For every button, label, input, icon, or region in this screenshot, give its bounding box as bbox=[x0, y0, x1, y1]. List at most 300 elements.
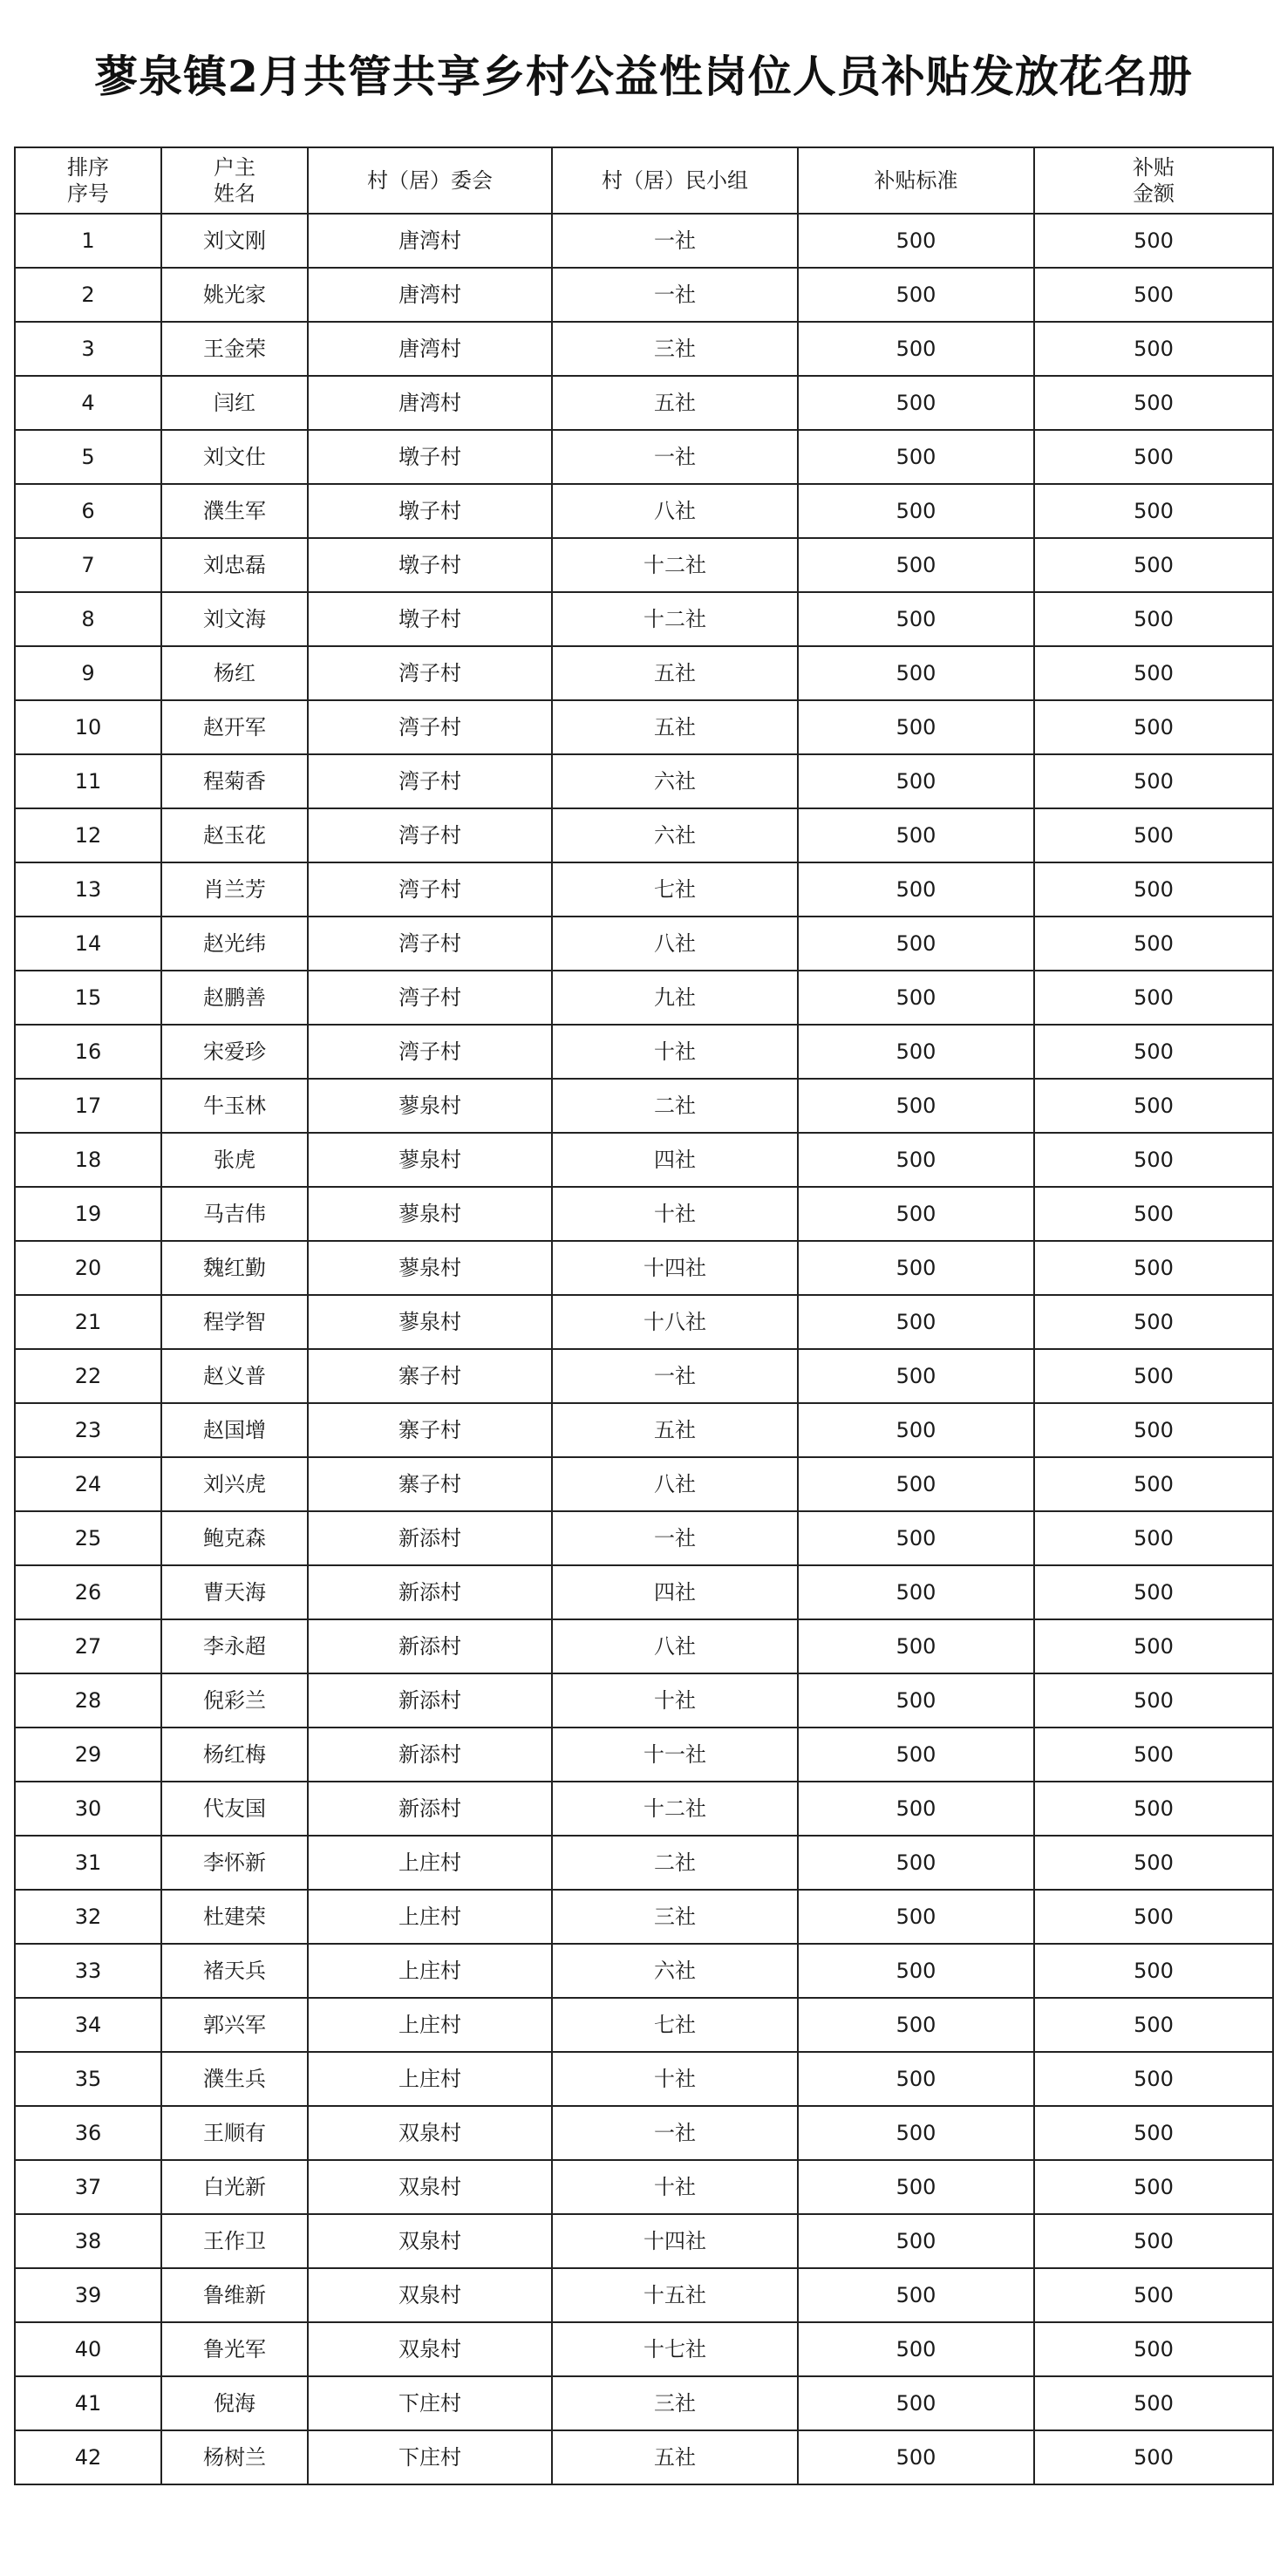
cell-seq: 25 bbox=[15, 1511, 161, 1565]
cell-standard: 500 bbox=[798, 1619, 1034, 1673]
cell-village: 墩子村 bbox=[308, 430, 552, 484]
cell-standard: 500 bbox=[798, 1998, 1034, 2052]
cell-name: 程学智 bbox=[161, 1295, 308, 1349]
cell-seq: 17 bbox=[15, 1079, 161, 1133]
cell-standard: 500 bbox=[798, 1025, 1034, 1079]
cell-standard: 500 bbox=[798, 917, 1034, 971]
cell-seq: 24 bbox=[15, 1457, 161, 1511]
cell-group: 三社 bbox=[552, 322, 798, 376]
cell-village: 新添村 bbox=[308, 1782, 552, 1836]
cell-group: 十八社 bbox=[552, 1295, 798, 1349]
table-row bbox=[15, 1079, 1273, 1133]
cell-group: 十五社 bbox=[552, 2268, 798, 2322]
cell-standard: 500 bbox=[798, 376, 1034, 430]
cell-seq: 30 bbox=[15, 1782, 161, 1836]
cell-group: 六社 bbox=[552, 754, 798, 808]
cell-village: 蓼泉村 bbox=[308, 1187, 552, 1241]
cell-group: 十四社 bbox=[552, 2214, 798, 2268]
cell-standard: 500 bbox=[798, 268, 1034, 322]
header-group: 村（居）民小组 bbox=[552, 147, 798, 214]
cell-seq: 27 bbox=[15, 1619, 161, 1673]
table-row bbox=[15, 376, 1273, 430]
cell-name: 杨红 bbox=[161, 646, 308, 700]
cell-village: 唐湾村 bbox=[308, 214, 552, 268]
cell-amount: 500 bbox=[1034, 2322, 1273, 2376]
cell-name: 鲁维新 bbox=[161, 2268, 308, 2322]
cell-amount: 500 bbox=[1034, 1187, 1273, 1241]
cell-standard: 500 bbox=[798, 1890, 1034, 1944]
cell-amount: 500 bbox=[1034, 268, 1273, 322]
cell-village: 双泉村 bbox=[308, 2106, 552, 2160]
cell-seq: 37 bbox=[15, 2160, 161, 2214]
cell-name: 刘文仕 bbox=[161, 430, 308, 484]
cell-name: 王顺有 bbox=[161, 2106, 308, 2160]
cell-standard: 500 bbox=[798, 592, 1034, 646]
cell-village: 双泉村 bbox=[308, 2160, 552, 2214]
cell-group: 五社 bbox=[552, 376, 798, 430]
cell-standard: 500 bbox=[798, 538, 1034, 592]
table-row bbox=[15, 1998, 1273, 2052]
cell-village: 寨子村 bbox=[308, 1457, 552, 1511]
cell-group: 五社 bbox=[552, 646, 798, 700]
cell-village: 湾子村 bbox=[308, 646, 552, 700]
table-row bbox=[15, 1025, 1273, 1079]
cell-group: 一社 bbox=[552, 1511, 798, 1565]
cell-seq: 15 bbox=[15, 971, 161, 1025]
cell-amount: 500 bbox=[1034, 862, 1273, 917]
cell-village: 下庄村 bbox=[308, 2430, 552, 2484]
cell-standard: 500 bbox=[798, 1295, 1034, 1349]
table-row bbox=[15, 1241, 1273, 1295]
cell-group: 一社 bbox=[552, 430, 798, 484]
cell-seq: 26 bbox=[15, 1565, 161, 1619]
cell-village: 蓼泉村 bbox=[308, 1133, 552, 1187]
table-row bbox=[15, 2322, 1273, 2376]
cell-name: 杨红梅 bbox=[161, 1728, 308, 1782]
cell-group: 八社 bbox=[552, 484, 798, 538]
cell-standard: 500 bbox=[798, 484, 1034, 538]
table-row bbox=[15, 2376, 1273, 2430]
cell-seq: 4 bbox=[15, 376, 161, 430]
cell-amount: 500 bbox=[1034, 1457, 1273, 1511]
cell-group: 十二社 bbox=[552, 592, 798, 646]
table-row bbox=[15, 1782, 1273, 1836]
cell-amount: 500 bbox=[1034, 1295, 1273, 1349]
cell-village: 唐湾村 bbox=[308, 322, 552, 376]
cell-seq: 31 bbox=[15, 1836, 161, 1890]
cell-standard: 500 bbox=[798, 1944, 1034, 1998]
cell-village: 湾子村 bbox=[308, 808, 552, 862]
table-row bbox=[15, 754, 1273, 808]
cell-name: 魏红勤 bbox=[161, 1241, 308, 1295]
table-row bbox=[15, 1133, 1273, 1187]
cell-standard: 500 bbox=[798, 2268, 1034, 2322]
cell-village: 双泉村 bbox=[308, 2268, 552, 2322]
cell-name: 曹天海 bbox=[161, 1565, 308, 1619]
cell-standard: 500 bbox=[798, 1133, 1034, 1187]
cell-name: 杜建荣 bbox=[161, 1890, 308, 1944]
cell-village: 寨子村 bbox=[308, 1349, 552, 1403]
cell-seq: 40 bbox=[15, 2322, 161, 2376]
table-row bbox=[15, 592, 1273, 646]
cell-name: 刘文刚 bbox=[161, 214, 308, 268]
cell-seq: 35 bbox=[15, 2052, 161, 2106]
cell-group: 十社 bbox=[552, 1187, 798, 1241]
cell-seq: 28 bbox=[15, 1673, 161, 1728]
table-row bbox=[15, 862, 1273, 917]
table-row bbox=[15, 430, 1273, 484]
cell-village: 新添村 bbox=[308, 1728, 552, 1782]
cell-seq: 34 bbox=[15, 1998, 161, 2052]
table-row bbox=[15, 1403, 1273, 1457]
cell-village: 唐湾村 bbox=[308, 376, 552, 430]
table-row bbox=[15, 214, 1273, 268]
cell-group: 一社 bbox=[552, 268, 798, 322]
cell-village: 上庄村 bbox=[308, 1944, 552, 1998]
cell-name: 赵国增 bbox=[161, 1403, 308, 1457]
cell-group: 八社 bbox=[552, 1457, 798, 1511]
cell-seq: 12 bbox=[15, 808, 161, 862]
cell-standard: 500 bbox=[798, 646, 1034, 700]
cell-standard: 500 bbox=[798, 2430, 1034, 2484]
cell-seq: 36 bbox=[15, 2106, 161, 2160]
header-name: 户主 姓名 bbox=[161, 147, 308, 214]
table-row bbox=[15, 2160, 1273, 2214]
cell-amount: 500 bbox=[1034, 376, 1273, 430]
cell-name: 鲍克森 bbox=[161, 1511, 308, 1565]
cell-standard: 500 bbox=[798, 1511, 1034, 1565]
cell-name: 马吉伟 bbox=[161, 1187, 308, 1241]
cell-standard: 500 bbox=[798, 700, 1034, 754]
cell-group: 十二社 bbox=[552, 538, 798, 592]
cell-seq: 38 bbox=[15, 2214, 161, 2268]
cell-amount: 500 bbox=[1034, 484, 1273, 538]
cell-amount: 500 bbox=[1034, 917, 1273, 971]
cell-standard: 500 bbox=[798, 1403, 1034, 1457]
cell-group: 五社 bbox=[552, 1403, 798, 1457]
cell-village: 湾子村 bbox=[308, 971, 552, 1025]
cell-name: 李怀新 bbox=[161, 1836, 308, 1890]
cell-village: 墩子村 bbox=[308, 592, 552, 646]
table-row bbox=[15, 1187, 1273, 1241]
cell-group: 三社 bbox=[552, 1890, 798, 1944]
cell-village: 双泉村 bbox=[308, 2322, 552, 2376]
cell-seq: 33 bbox=[15, 1944, 161, 1998]
cell-standard: 500 bbox=[798, 1673, 1034, 1728]
cell-village: 湾子村 bbox=[308, 754, 552, 808]
cell-seq: 32 bbox=[15, 1890, 161, 1944]
cell-standard: 500 bbox=[798, 1187, 1034, 1241]
cell-amount: 500 bbox=[1034, 214, 1273, 268]
cell-name: 郭兴军 bbox=[161, 1998, 308, 2052]
cell-seq: 10 bbox=[15, 700, 161, 754]
cell-name: 赵开军 bbox=[161, 700, 308, 754]
cell-amount: 500 bbox=[1034, 1565, 1273, 1619]
cell-group: 一社 bbox=[552, 1349, 798, 1403]
header-seq: 排序 序号 bbox=[15, 147, 161, 214]
cell-village: 新添村 bbox=[308, 1565, 552, 1619]
cell-name: 刘忠磊 bbox=[161, 538, 308, 592]
table-row bbox=[15, 971, 1273, 1025]
cell-amount: 500 bbox=[1034, 1890, 1273, 1944]
cell-name: 刘兴虎 bbox=[161, 1457, 308, 1511]
table-row bbox=[15, 917, 1273, 971]
cell-seq: 41 bbox=[15, 2376, 161, 2430]
cell-standard: 500 bbox=[798, 1457, 1034, 1511]
cell-amount: 500 bbox=[1034, 1782, 1273, 1836]
cell-seq: 22 bbox=[15, 1349, 161, 1403]
cell-seq: 7 bbox=[15, 538, 161, 592]
cell-name: 闫红 bbox=[161, 376, 308, 430]
cell-amount: 500 bbox=[1034, 646, 1273, 700]
cell-group: 十社 bbox=[552, 1025, 798, 1079]
cell-group: 十社 bbox=[552, 2160, 798, 2214]
cell-village: 湾子村 bbox=[308, 700, 552, 754]
cell-name: 赵鹏善 bbox=[161, 971, 308, 1025]
cell-amount: 500 bbox=[1034, 322, 1273, 376]
cell-seq: 14 bbox=[15, 917, 161, 971]
table-row bbox=[15, 322, 1273, 376]
cell-amount: 500 bbox=[1034, 1728, 1273, 1782]
cell-group: 五社 bbox=[552, 2430, 798, 2484]
cell-standard: 500 bbox=[798, 322, 1034, 376]
cell-village: 湾子村 bbox=[308, 917, 552, 971]
cell-village: 湾子村 bbox=[308, 1025, 552, 1079]
cell-village: 墩子村 bbox=[308, 484, 552, 538]
cell-village: 新添村 bbox=[308, 1673, 552, 1728]
table-row bbox=[15, 484, 1273, 538]
cell-village: 唐湾村 bbox=[308, 268, 552, 322]
cell-village: 上庄村 bbox=[308, 2052, 552, 2106]
cell-name: 姚光家 bbox=[161, 268, 308, 322]
cell-group: 二社 bbox=[552, 1836, 798, 1890]
cell-group: 七社 bbox=[552, 862, 798, 917]
cell-group: 三社 bbox=[552, 2376, 798, 2430]
cell-amount: 500 bbox=[1034, 2376, 1273, 2430]
cell-seq: 13 bbox=[15, 862, 161, 917]
cell-seq: 6 bbox=[15, 484, 161, 538]
cell-seq: 16 bbox=[15, 1025, 161, 1079]
cell-village: 蓼泉村 bbox=[308, 1295, 552, 1349]
cell-standard: 500 bbox=[798, 1836, 1034, 1890]
cell-standard: 500 bbox=[798, 808, 1034, 862]
cell-village: 双泉村 bbox=[308, 2214, 552, 2268]
cell-name: 白光新 bbox=[161, 2160, 308, 2214]
cell-standard: 500 bbox=[798, 214, 1034, 268]
subsidy-roster-table bbox=[14, 147, 1274, 2485]
cell-village: 蓼泉村 bbox=[308, 1079, 552, 1133]
cell-group: 十二社 bbox=[552, 1782, 798, 1836]
cell-group: 六社 bbox=[552, 1944, 798, 1998]
table-row bbox=[15, 1619, 1273, 1673]
cell-village: 下庄村 bbox=[308, 2376, 552, 2430]
cell-standard: 500 bbox=[798, 2214, 1034, 2268]
table-row bbox=[15, 2106, 1273, 2160]
cell-amount: 500 bbox=[1034, 1349, 1273, 1403]
cell-name: 赵玉花 bbox=[161, 808, 308, 862]
cell-amount: 500 bbox=[1034, 430, 1273, 484]
cell-name: 宋爱珍 bbox=[161, 1025, 308, 1079]
cell-seq: 29 bbox=[15, 1728, 161, 1782]
cell-name: 代友国 bbox=[161, 1782, 308, 1836]
cell-standard: 500 bbox=[798, 2106, 1034, 2160]
header-standard: 补贴标准 bbox=[798, 147, 1034, 214]
cell-seq: 39 bbox=[15, 2268, 161, 2322]
cell-seq: 5 bbox=[15, 430, 161, 484]
cell-name: 程菊香 bbox=[161, 754, 308, 808]
table-row bbox=[15, 1728, 1273, 1782]
cell-standard: 500 bbox=[798, 2160, 1034, 2214]
cell-name: 王作卫 bbox=[161, 2214, 308, 2268]
cell-village: 上庄村 bbox=[308, 1998, 552, 2052]
cell-amount: 500 bbox=[1034, 2160, 1273, 2214]
cell-standard: 500 bbox=[798, 430, 1034, 484]
table-row bbox=[15, 646, 1273, 700]
cell-amount: 500 bbox=[1034, 592, 1273, 646]
table-row bbox=[15, 1944, 1273, 1998]
cell-name: 倪彩兰 bbox=[161, 1673, 308, 1728]
cell-seq: 9 bbox=[15, 646, 161, 700]
cell-seq: 23 bbox=[15, 1403, 161, 1457]
cell-village: 蓼泉村 bbox=[308, 1241, 552, 1295]
cell-amount: 500 bbox=[1034, 538, 1273, 592]
cell-group: 八社 bbox=[552, 917, 798, 971]
cell-village: 新添村 bbox=[308, 1511, 552, 1565]
cell-amount: 500 bbox=[1034, 1241, 1273, 1295]
cell-standard: 500 bbox=[798, 1241, 1034, 1295]
cell-name: 张虎 bbox=[161, 1133, 308, 1187]
cell-seq: 11 bbox=[15, 754, 161, 808]
cell-group: 九社 bbox=[552, 971, 798, 1025]
cell-standard: 500 bbox=[798, 862, 1034, 917]
cell-amount: 500 bbox=[1034, 2106, 1273, 2160]
cell-group: 十四社 bbox=[552, 1241, 798, 1295]
cell-village: 新添村 bbox=[308, 1619, 552, 1673]
cell-name: 王金荣 bbox=[161, 322, 308, 376]
cell-seq: 2 bbox=[15, 268, 161, 322]
cell-group: 二社 bbox=[552, 1079, 798, 1133]
cell-standard: 500 bbox=[798, 754, 1034, 808]
cell-name: 牛玉林 bbox=[161, 1079, 308, 1133]
table-row bbox=[15, 1511, 1273, 1565]
table-row bbox=[15, 2268, 1273, 2322]
cell-seq: 21 bbox=[15, 1295, 161, 1349]
cell-name: 赵义普 bbox=[161, 1349, 308, 1403]
header-village: 村（居）委会 bbox=[308, 147, 552, 214]
cell-amount: 500 bbox=[1034, 1944, 1273, 1998]
cell-name: 倪海 bbox=[161, 2376, 308, 2430]
table-body bbox=[15, 214, 1273, 2484]
cell-standard: 500 bbox=[798, 1349, 1034, 1403]
cell-name: 濮生军 bbox=[161, 484, 308, 538]
header-amount: 补贴 金额 bbox=[1034, 147, 1273, 214]
cell-name: 李永超 bbox=[161, 1619, 308, 1673]
cell-amount: 500 bbox=[1034, 1403, 1273, 1457]
cell-seq: 8 bbox=[15, 592, 161, 646]
cell-amount: 500 bbox=[1034, 2214, 1273, 2268]
cell-village: 上庄村 bbox=[308, 1890, 552, 1944]
cell-seq: 42 bbox=[15, 2430, 161, 2484]
table-row bbox=[15, 1349, 1273, 1403]
table-row bbox=[15, 1890, 1273, 1944]
cell-village: 寨子村 bbox=[308, 1403, 552, 1457]
cell-amount: 500 bbox=[1034, 700, 1273, 754]
cell-group: 四社 bbox=[552, 1565, 798, 1619]
cell-group: 八社 bbox=[552, 1619, 798, 1673]
cell-group: 七社 bbox=[552, 1998, 798, 2052]
table-row bbox=[15, 2430, 1273, 2484]
cell-amount: 500 bbox=[1034, 2430, 1273, 2484]
cell-seq: 18 bbox=[15, 1133, 161, 1187]
cell-amount: 500 bbox=[1034, 1025, 1273, 1079]
table-row bbox=[15, 1295, 1273, 1349]
cell-amount: 500 bbox=[1034, 1836, 1273, 1890]
cell-group: 五社 bbox=[552, 700, 798, 754]
cell-village: 上庄村 bbox=[308, 1836, 552, 1890]
cell-amount: 500 bbox=[1034, 971, 1273, 1025]
cell-seq: 19 bbox=[15, 1187, 161, 1241]
cell-seq: 3 bbox=[15, 322, 161, 376]
table-row bbox=[15, 2214, 1273, 2268]
table-row bbox=[15, 268, 1273, 322]
cell-group: 十一社 bbox=[552, 1728, 798, 1782]
page-title: 蓼泉镇2月共管共享乡村公益性岗位人员补贴发放花名册 bbox=[94, 51, 1193, 102]
cell-standard: 500 bbox=[798, 1728, 1034, 1782]
cell-amount: 500 bbox=[1034, 1079, 1273, 1133]
cell-group: 四社 bbox=[552, 1133, 798, 1187]
cell-group: 一社 bbox=[552, 214, 798, 268]
cell-group: 十社 bbox=[552, 2052, 798, 2106]
cell-amount: 500 bbox=[1034, 1511, 1273, 1565]
cell-standard: 500 bbox=[798, 1079, 1034, 1133]
table-row bbox=[15, 2052, 1273, 2106]
cell-name: 濮生兵 bbox=[161, 2052, 308, 2106]
cell-amount: 500 bbox=[1034, 808, 1273, 862]
cell-standard: 500 bbox=[798, 2322, 1034, 2376]
cell-amount: 500 bbox=[1034, 1998, 1273, 2052]
cell-name: 鲁光军 bbox=[161, 2322, 308, 2376]
table-header-row bbox=[15, 147, 1273, 214]
cell-standard: 500 bbox=[798, 2376, 1034, 2430]
cell-village: 湾子村 bbox=[308, 862, 552, 917]
cell-amount: 500 bbox=[1034, 1673, 1273, 1728]
cell-amount: 500 bbox=[1034, 2268, 1273, 2322]
cell-group: 六社 bbox=[552, 808, 798, 862]
cell-standard: 500 bbox=[798, 1782, 1034, 1836]
table-row bbox=[15, 808, 1273, 862]
cell-village: 墩子村 bbox=[308, 538, 552, 592]
cell-group: 一社 bbox=[552, 2106, 798, 2160]
cell-amount: 500 bbox=[1034, 754, 1273, 808]
table-row bbox=[15, 700, 1273, 754]
table-row bbox=[15, 1457, 1273, 1511]
cell-amount: 500 bbox=[1034, 1619, 1273, 1673]
cell-standard: 500 bbox=[798, 2052, 1034, 2106]
cell-group: 十社 bbox=[552, 1673, 798, 1728]
cell-name: 刘文海 bbox=[161, 592, 308, 646]
table-row bbox=[15, 538, 1273, 592]
cell-name: 褚天兵 bbox=[161, 1944, 308, 1998]
cell-seq: 1 bbox=[15, 214, 161, 268]
table-row bbox=[15, 1673, 1273, 1728]
cell-amount: 500 bbox=[1034, 1133, 1273, 1187]
cell-group: 十七社 bbox=[552, 2322, 798, 2376]
cell-name: 肖兰芳 bbox=[161, 862, 308, 917]
cell-standard: 500 bbox=[798, 971, 1034, 1025]
table-row bbox=[15, 1836, 1273, 1890]
table-row bbox=[15, 1565, 1273, 1619]
cell-name: 杨树兰 bbox=[161, 2430, 308, 2484]
